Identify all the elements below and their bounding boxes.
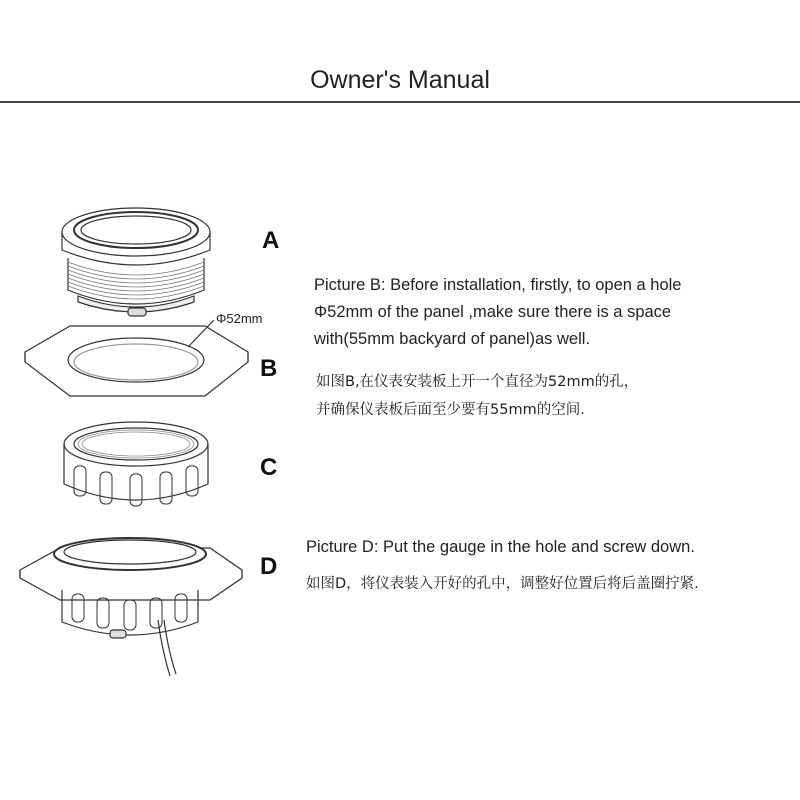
gauge-body-illustration [62, 208, 210, 316]
part-label-d: D [260, 553, 278, 580]
panel-plate-illustration [25, 320, 248, 396]
retaining-nut-illustration [64, 422, 208, 506]
part-label-b: B [260, 355, 278, 382]
picture-b-line-3: with(55mm backyard of panel)as well. [314, 330, 591, 348]
part-label-c: C [260, 454, 278, 481]
hole-diameter-label: Φ52mm [216, 311, 263, 326]
picture-b-cn-line-2: 并确保仪表板后面至少要有55mm的空间. [316, 402, 585, 418]
picture-d-line: Picture D: Put the gauge in the hole and screw down. [306, 538, 695, 556]
assembled-gauge-illustration [20, 538, 242, 676]
picture-b-line-1: Picture B: Before installation, firstly, to open a hole [314, 276, 682, 294]
picture-d-cn-line: 如图D，将仪表装入开好的孔中，调整好位置后将后盖圈拧紧. [306, 576, 699, 592]
picture-b-cn-line-1: 如图B,在仪表安装板上开一个直径为52mm的孔， [316, 374, 639, 390]
page-title: Owner's Manual [310, 66, 490, 94]
part-label-a: A [262, 227, 280, 254]
picture-b-line-2: Φ52mm of the panel ,make sure there is a space [314, 303, 672, 321]
